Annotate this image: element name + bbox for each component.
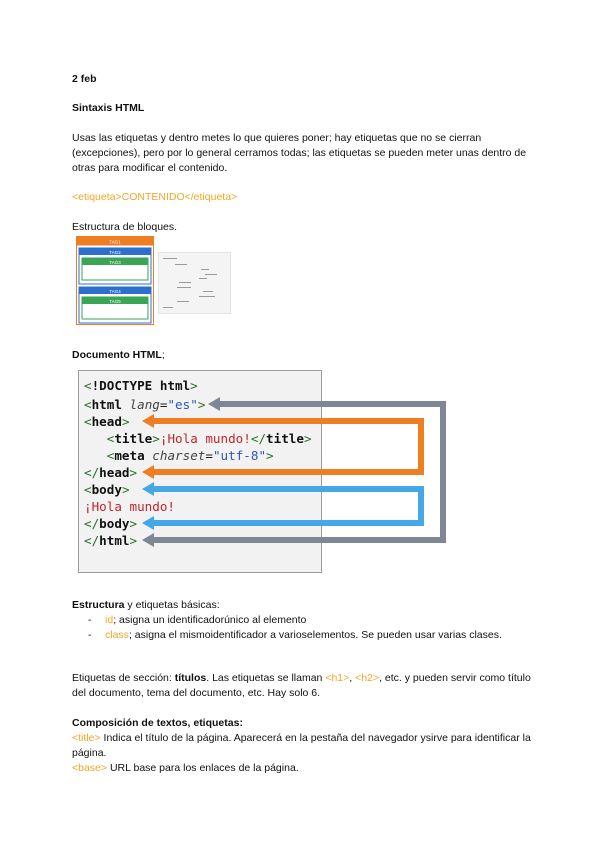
base-tag-paragraph <box>72 761 532 776</box>
date-heading: 2 feb <box>72 73 97 85</box>
base-tag: <base> <box>72 762 108 774</box>
title-tag: <title> <box>72 732 101 744</box>
sections-text: . Las etiquetas se llaman <box>206 672 326 684</box>
block-label: TAG3 <box>109 259 121 265</box>
code-line-doctype: <!DOCTYPE html> <box>84 378 198 393</box>
doc-heading <box>72 348 532 363</box>
title-tag-paragraph <box>72 731 532 761</box>
code-line-html-open: <html lang="es"> <box>84 397 206 412</box>
list-item <box>88 613 508 628</box>
block-label: TAG2 <box>109 249 121 255</box>
code-line-body-text: ¡Hola mundo! <box>84 499 175 514</box>
block-label: TAG5 <box>109 298 121 304</box>
code-line-body-close: </body> <box>84 516 138 531</box>
code-line-html-close: </html> <box>84 533 138 548</box>
doc-heading-suffix: ; <box>161 349 165 361</box>
attr-key: class <box>105 629 129 641</box>
block-structure-figure <box>76 236 154 325</box>
h1-tag: <h1> <box>325 672 350 684</box>
code-line-head-close: </head> <box>84 465 138 480</box>
attr-desc: ; asigna un identificadorúnico al elemento <box>113 614 307 626</box>
code-line-body-open: <body> <box>84 482 130 497</box>
attr-key: id <box>105 614 114 626</box>
title-tag-desc: Indica el título de la página. Aparecerá en la pestaña del navegador ysirve para identificar la página. <box>72 732 531 759</box>
composition-heading: Composición de textos, etiquetas: <box>72 717 243 729</box>
structure-heading <box>72 598 532 613</box>
sections-bold: títulos <box>174 672 207 684</box>
h2-tag: <h2> <box>355 672 380 684</box>
structure-heading-bold: Estructura <box>72 599 125 611</box>
section-title: Sintaxis HTML <box>72 102 145 114</box>
sections-text: Etiquetas de sección: <box>72 672 175 684</box>
sections-text: , <box>349 672 356 684</box>
structure-list <box>88 613 508 643</box>
blocks-heading: Estructura de bloques. <box>72 221 178 233</box>
list-item <box>88 628 508 643</box>
block-label: TAG4 <box>109 288 121 294</box>
sections-paragraph <box>72 671 532 701</box>
doc-heading-label: Documento HTML <box>72 349 162 361</box>
example-tag: <etiqueta>CONTENIDO</etiqueta> <box>72 191 238 203</box>
block-code-thumbnail <box>158 252 231 314</box>
block-label: TAG1 <box>109 239 121 245</box>
code-line-title: <title>¡Hola mundo!</title> <box>106 431 312 446</box>
sections-text: , etc. y pueden servir como título del documento, tema del documento, etc. Hay solo 6. <box>72 672 531 699</box>
attr-desc: ; asigna el mismoidentificador a varioselementos. Se pueden usar varias clases. <box>128 629 502 641</box>
code-line-meta: <meta charset="utf-8"> <box>106 448 274 463</box>
base-tag-desc: URL base para los enlaces de la página. <box>107 762 299 774</box>
structure-heading-rest: y etiquetas básicas: <box>124 599 220 611</box>
code-line-head-open: <head> <box>84 414 130 429</box>
intro-paragraph: Usas las etiquetas y dentro metes lo que quieres poner; hay etiquetas que no se cierran (excepciones), pero por lo general cerramos todas; las etiquetas se pueden meter unas dentro de otras para modificar el contenido. <box>72 132 527 174</box>
